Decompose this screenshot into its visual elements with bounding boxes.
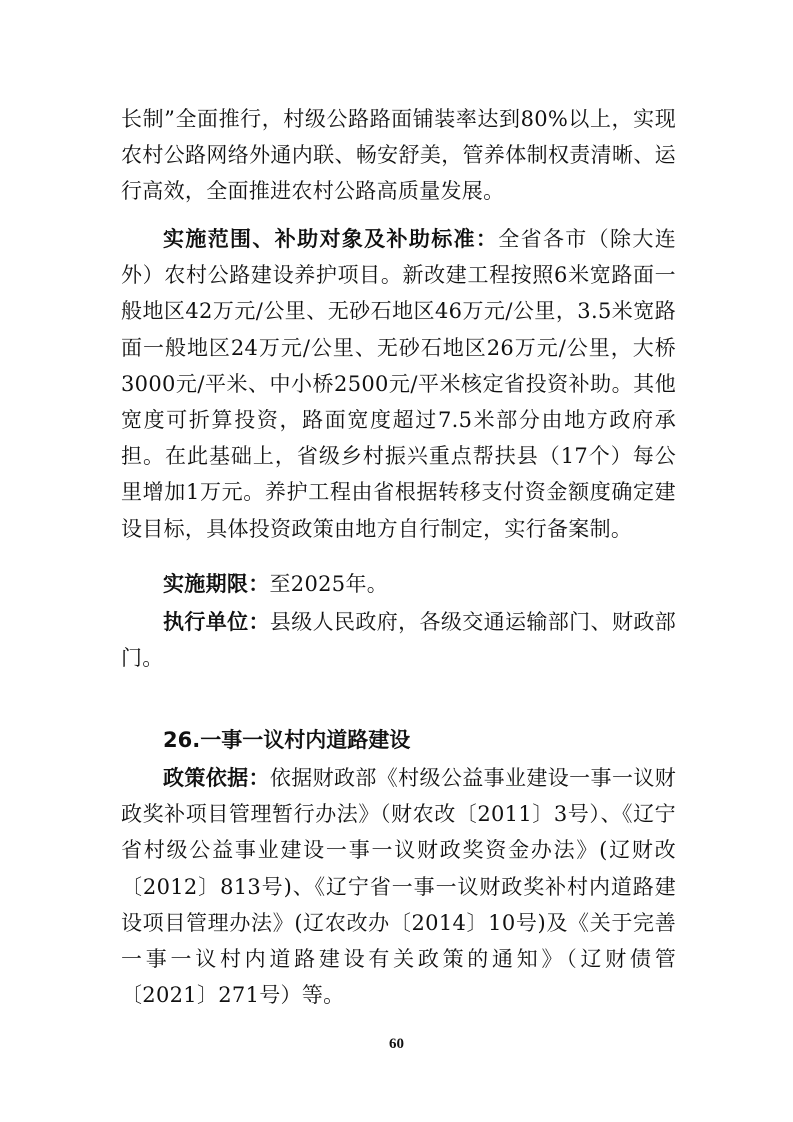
- paragraph-text: 县级人民政府，各级交通运输部门、财政部门。: [121, 610, 676, 671]
- paragraph-scope-subsidy: [121, 221, 676, 547]
- section-heading: 26.一事一议村内道路建设: [163, 728, 411, 752]
- paragraph-continuation: [121, 101, 676, 210]
- paragraph-text: 全省各市（除大连外）农村公路建设养护项目。新改建工程按照6米宽路面一般地区42万元/公里、无砂石地区46万元/公里，3.5米宽路面一般地区24万元/公里、无砂石地区26万元/公里，大桥3000元/平米、中小桥2500元/平米核定省投资补助。其他宽度可折算投资，路面宽度超过7.5米部分由地方政府承担。在此基础上，省级乡村振兴重点帮扶县（17个）每公里增加1万元。养护工程由省根据转移支付资金额度确定建设目标，具体投资政策由地方自行制定，实行备案制。: [121, 227, 676, 541]
- paragraph-text: 至2025年。: [269, 572, 389, 596]
- paragraph-text: 长制”全面推行，村级公路路面铺装率达到80%以上，实现农村公路网络外通内联、畅安舒美，管养体制权责清晰、运行高效，全面推进农村公路高质量发展。: [121, 107, 676, 204]
- paragraph-policy-basis: [121, 760, 676, 1013]
- paragraph-executing-unit: [121, 604, 676, 676]
- paragraph-label: 执行单位：: [163, 610, 270, 634]
- paragraph-label: 实施期限：: [163, 572, 270, 596]
- paragraph-label: 政策依据：: [163, 766, 270, 790]
- paragraph-text: 依据财政部《村级公益事业建设一事一议财政奖补项目管理暂行办法》（财农改〔2011〕3号）、《辽宁省村级公益事业建设一事一议财政奖资金办法》(辽财改〔2012〕813号)、《辽宁省一事一议财政奖补村内道路建设项目管理办法》(辽农改办〔2014〕10号)及《关于完善一事一议村内道路建设有关政策的通知》（辽财债管〔2021〕271号）等。: [121, 766, 676, 1008]
- paragraph-label: 实施范围、补助对象及补助标准：: [163, 227, 499, 251]
- paragraph-period: [121, 566, 676, 602]
- page-number: 60: [389, 1036, 404, 1052]
